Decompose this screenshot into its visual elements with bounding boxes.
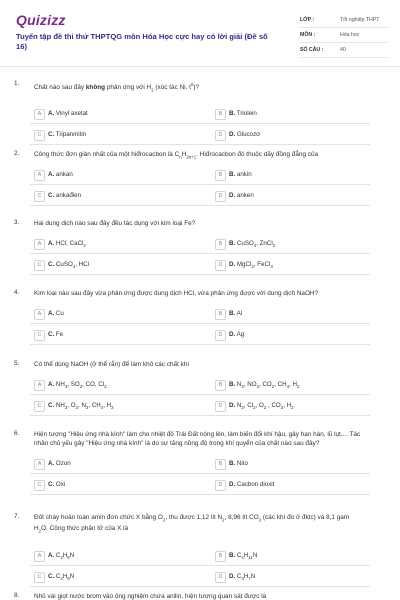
option-text: A. ankan [48,171,73,178]
option-letter-box: B [215,239,226,250]
answer-option-b[interactable] [215,108,365,120]
option-letter-box: A [34,109,45,120]
answer-option-b[interactable] [215,379,365,391]
option-letter-box: B [215,309,226,320]
option-text: C. Fe [48,331,64,338]
meta-label: MÔN : [300,32,316,38]
meta-row [300,28,388,43]
question-number: 5. [14,360,20,367]
option-letter-box: B [215,109,226,120]
option-divider [30,565,370,566]
question-number: 2. [14,150,20,157]
option-divider [30,344,370,345]
option-divider [30,394,370,395]
question-number: 6. [14,430,20,437]
option-text: D. MgCl$_2$, FeCl$_3$ [229,261,273,270]
option-letter-box: C [34,130,45,141]
option-text: B. Triolein [229,110,257,117]
option-letter-box: A [34,239,45,250]
option-text: B. Al [229,310,243,317]
answer-option-a[interactable] [34,379,184,391]
option-divider [30,323,370,324]
answer-option-d[interactable] [215,190,365,202]
option-divider [30,184,370,185]
answer-option-c[interactable] [34,190,184,202]
option-letter-box: D [215,401,226,412]
meta-label: SỐ CÂU : [300,47,324,53]
meta-value: 40 [340,47,346,53]
option-text: B. CuSO$_4$, ZnCl$_2$ [229,240,276,249]
option-text: C. Tripanmitin [48,131,87,138]
option-text: A. $NH_3$, $SO_2$, CO, $Cl_2$ [48,381,107,390]
answer-option-b[interactable] [215,169,365,181]
worksheet-title: Tuyển tập đề thi thử THPTQG môn Hóa Học cực hay có lời giải (Đề số 16) [16,32,268,51]
option-letter-box: B [215,380,226,391]
option-text: D. Ag [229,331,245,338]
meta-row [300,13,388,28]
option-divider [30,473,370,474]
answer-option-c[interactable] [34,129,184,141]
option-text: A. Cu [48,310,64,317]
question-item [0,74,400,144]
question-number: 1. [14,80,20,87]
option-letter-box: B [215,170,226,181]
question-text: Nhỏ vài giọt nước brom vào ống nghiệm chứa anilin, hiện tượng quan sát được là [34,593,267,600]
option-letter-box: A [34,551,45,562]
answer-option-d[interactable] [215,400,365,412]
quizizz-logo: Quizizz [16,12,66,28]
answer-option-d[interactable] [215,129,365,141]
question-item [0,354,400,424]
answer-option-d[interactable] [215,479,365,491]
option-divider [30,205,370,206]
answer-option-b[interactable] [215,238,365,250]
option-text: D. Glucozơ [229,131,261,138]
option-letter-box: A [34,459,45,470]
option-letter-box: B [215,551,226,562]
answer-option-d[interactable] [215,571,365,583]
option-letter-box: A [34,380,45,391]
option-divider [30,494,370,495]
option-text: D. $C_3H_7N$ [229,573,256,582]
question-item [0,213,400,283]
option-letter-box: D [215,330,226,341]
option-divider [30,415,370,416]
meta-value: Hóa học [340,32,360,38]
option-letter-box: C [34,480,45,491]
answer-option-d[interactable] [215,329,365,341]
answer-option-c[interactable] [34,479,184,491]
option-letter-box: D [215,480,226,491]
answer-option-a[interactable] [34,108,184,120]
answer-option-c[interactable] [34,259,184,271]
option-text: C. Oxi [48,481,66,488]
question-number: 3. [14,219,20,226]
option-letter-box: C [34,330,45,341]
answer-option-c[interactable] [34,329,184,341]
question-text: Hiện tượng "Hiệu ứng nhà kính" làm cho nhiệt độ Trái Đất nóng lên, làm biến đổi khí hậu, gây hạn hán, lũ lụt,... Tác nhân chủ yếu gây "Hiệu ứng nhà kính" là do sự tăng nồng độ trong khí quyển của chất nào sau đây? [34,431,361,447]
answer-option-c[interactable] [34,571,184,583]
option-text: D. $N_2$, $Cl_2$, $O_2$ , $CO_2$, $H_2$ [229,402,294,411]
option-letter-box: C [34,572,45,583]
meta-row [300,43,388,58]
worksheet-meta [300,13,388,58]
option-text: B. $C_4H_{11}N$ [229,552,258,561]
question-text: Kim loại nào sau đây vừa phản ứng được dung dịch HCl, vừa phản ứng được với dung dịch NaOH? [34,290,319,297]
answer-option-b[interactable] [215,458,365,470]
option-letter-box: D [215,191,226,202]
option-divider [30,123,370,124]
answer-option-a[interactable] [34,169,184,181]
question-text: Công thức đơn giản nhất của một hiđrocacbon là $C_nH_{2n+1}$. Hiđrocacbon đó thuộc dãy đồng đẳng của [34,151,319,160]
option-letter-box: C [34,260,45,271]
option-letter-box: D [215,260,226,271]
question-text: Có thể dùng NaOH (ở thể rắn) để làm khô các chất khí [34,361,190,368]
answer-option-a[interactable] [34,238,184,250]
option-text: A. Vinyl axetat [48,110,88,117]
question-item [0,507,400,586]
option-letter-box: B [215,459,226,470]
answer-option-a[interactable] [34,308,184,320]
question-item [0,283,400,354]
meta-label: LỚP : [300,17,315,23]
question-item [0,424,400,507]
option-text: B. $N_2$, $NO_2$, $CO_2$, $CH_4$, $H_2$ [229,381,300,390]
option-text: C. ankađien [48,192,82,199]
answer-option-c[interactable] [34,400,184,412]
option-letter-box: C [34,191,45,202]
option-letter-box: A [34,170,45,181]
option-text: C. CuSO$_4$, HCl [48,261,89,270]
option-text: B. ankin [229,171,252,178]
question-number: 4. [14,289,20,296]
option-letter-box: D [215,572,226,583]
option-text: C. $C_4H_9N$ [48,573,75,582]
option-text: A. HCl, CaCl$_2$ [48,240,86,249]
answer-option-b[interactable] [215,550,365,562]
option-letter-box: A [34,309,45,320]
option-letter-box: C [34,401,45,412]
question-number: 8. [14,592,20,599]
answer-option-b[interactable] [215,308,365,320]
question-item [0,586,400,600]
option-text: B. Nito [229,460,248,467]
option-letter-box: D [215,130,226,141]
worksheet-header [0,0,400,66]
answer-option-a[interactable] [34,458,184,470]
answer-option-d[interactable] [215,259,365,271]
option-text: A. Ozon [48,460,71,467]
option-divider [30,274,370,275]
question-text: Đốt cháy hoàn toàn amin đơn chức X bằng $O_2$, thu được 1,12 lít $N_2$, 8,96 lít $CO_2$ (các khí đo ở đktc) và 8,1 gam $H_2O$. Công thức phân tử của X là [34,514,350,534]
question-text: Chất nào sau đây không phản ứng với $H_2$ (xúc tác Ni, $t^0$)? [34,82,200,93]
option-text: A. $C_3H_9N$ [48,552,75,561]
question-item [0,144,400,213]
question-number: 7. [14,513,20,520]
option-text: D. anken [229,192,254,199]
question-text: Hai dung dịch nào sau đây đều tác dụng với kim loại Fe? [34,220,196,227]
meta-value: Tốt nghiệp THPT [340,17,380,23]
option-divider [30,253,370,254]
answer-option-a[interactable] [34,550,184,562]
header-divider [0,66,400,67]
option-text: D. Cacbon dioxit [229,481,275,488]
option-text: C. $NH_3$, $O_2$, $N_2$, $CH_4$, $H_2$ [48,402,114,411]
